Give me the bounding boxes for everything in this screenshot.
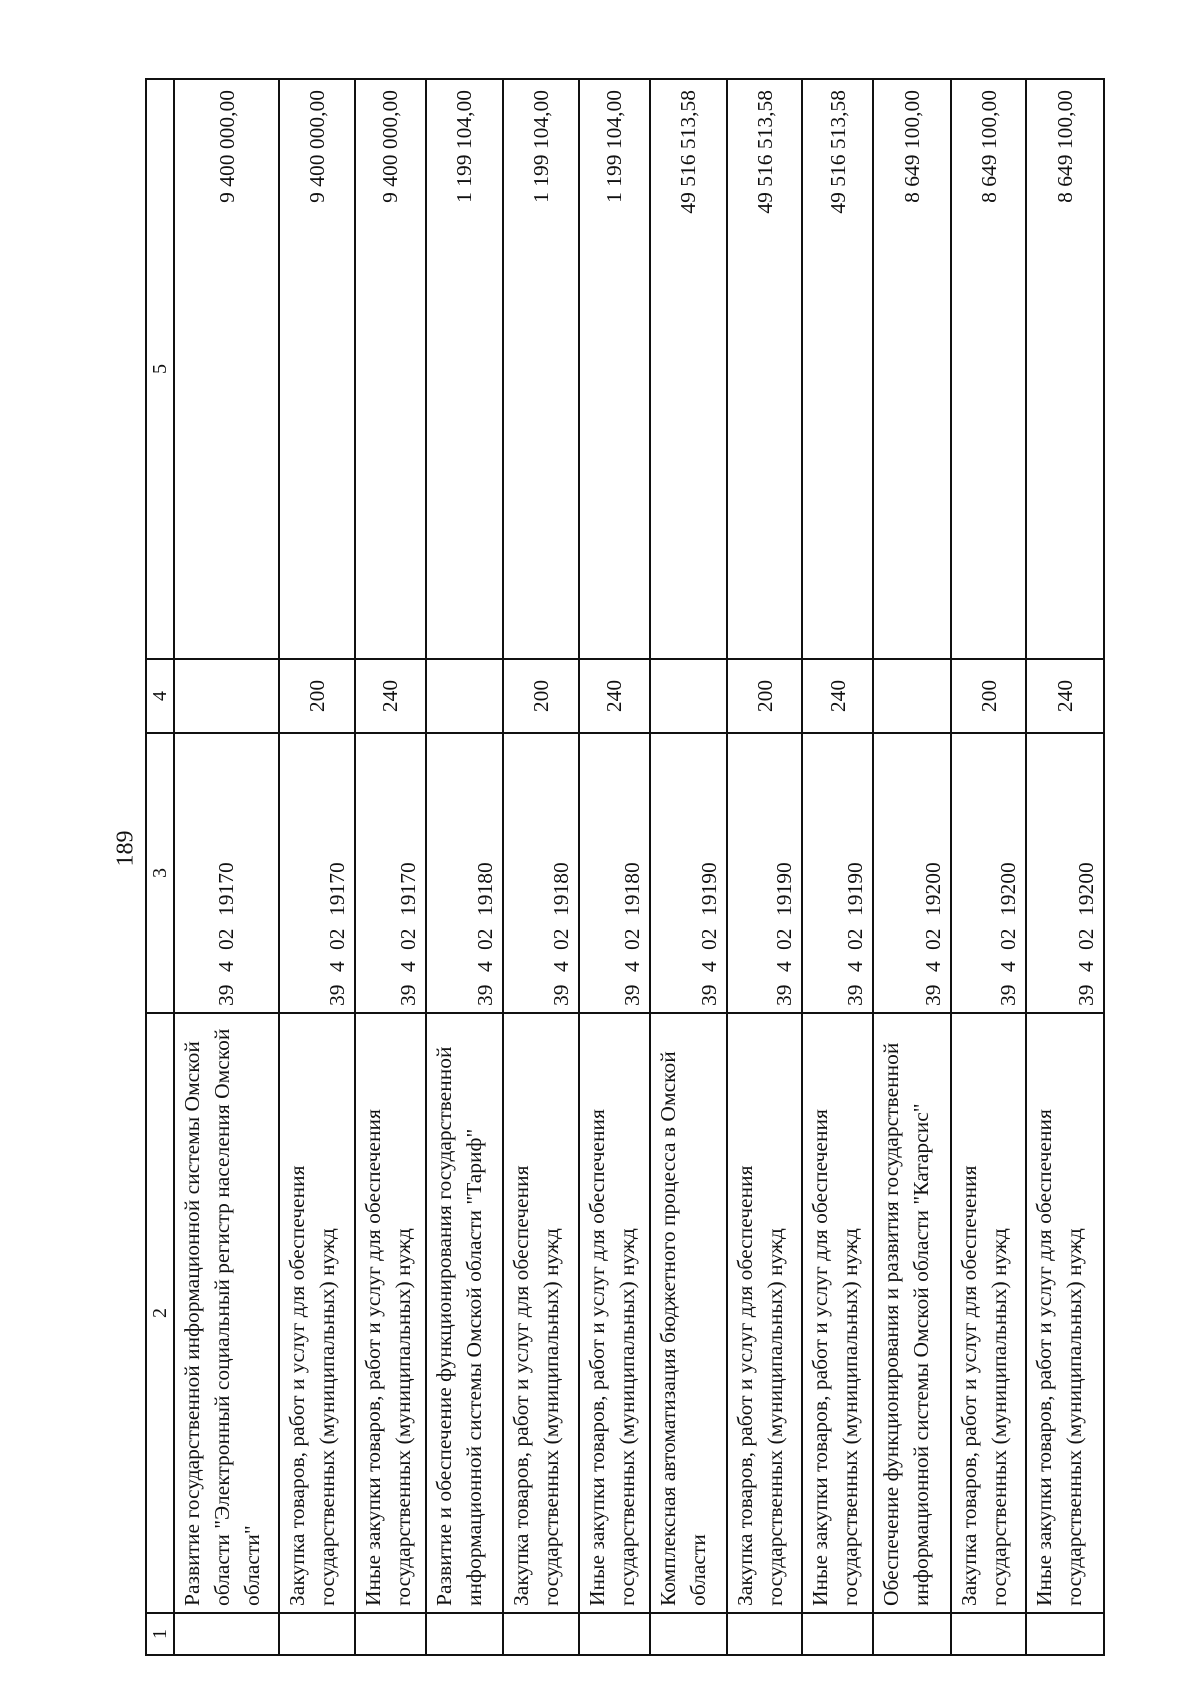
cell-col-1 bbox=[650, 1613, 728, 1655]
header-row bbox=[146, 79, 174, 1655]
code-part-1: 39 bbox=[395, 984, 420, 1006]
cell-description: Обеспечение функционирования и развития государственной информационной системы Омской области "Катарсис" bbox=[873, 1013, 951, 1613]
cell-expense-type: 200 bbox=[951, 659, 1026, 733]
cell-description: Иные закупки товаров, работ и услуг для обеспечения государственных (муниципальных) нужд bbox=[579, 1013, 650, 1613]
cell-code bbox=[802, 733, 873, 1013]
header-col-1: 1 bbox=[146, 1613, 174, 1655]
cell-amount: 49 516 513,58 bbox=[727, 79, 802, 659]
code-part-1: 39 bbox=[324, 984, 349, 1006]
cell-description: Закупка товаров, работ и услуг для обеспечения государственных (муниципальных) нужд bbox=[279, 1013, 354, 1613]
cell-amount: 8 649 100,00 bbox=[1026, 79, 1104, 659]
code-part-4: 19180 bbox=[619, 862, 644, 916]
code-part-4: 19200 bbox=[996, 862, 1021, 916]
code-part-4: 19190 bbox=[697, 862, 722, 916]
cell-amount: 49 516 513,58 bbox=[650, 79, 728, 659]
code-part-1: 39 bbox=[619, 984, 644, 1006]
cell-expense-type: 200 bbox=[279, 659, 354, 733]
code-part-4: 19180 bbox=[548, 862, 573, 916]
code-part-4: 19170 bbox=[213, 862, 238, 916]
code-part-1: 39 bbox=[697, 984, 722, 1006]
code-part-2: 4 bbox=[697, 961, 722, 972]
code-part-3: 02 bbox=[324, 928, 349, 950]
cell-col-1 bbox=[355, 1613, 426, 1655]
code-part-3: 02 bbox=[996, 928, 1021, 950]
cell-code bbox=[426, 733, 504, 1013]
cell-description: Закупка товаров, работ и услуг для обеспечения государственных (муниципальных) нужд bbox=[951, 1013, 1026, 1613]
code-part-1: 39 bbox=[1074, 984, 1098, 1006]
cell-col-1 bbox=[873, 1613, 951, 1655]
cell-col-1 bbox=[174, 1613, 279, 1655]
cell-col-1 bbox=[579, 1613, 650, 1655]
cell-amount: 1 199 104,00 bbox=[426, 79, 504, 659]
table-row bbox=[279, 79, 354, 1655]
table-row bbox=[873, 79, 951, 1655]
cell-description: Иные закупки товаров, работ и услуг для обеспечения государственных (муниципальных) нужд bbox=[802, 1013, 873, 1613]
table-row bbox=[579, 79, 650, 1655]
code-part-3: 02 bbox=[772, 928, 797, 950]
code-part-2: 4 bbox=[1074, 961, 1098, 972]
code-part-4: 19190 bbox=[843, 862, 868, 916]
page-number: 189 bbox=[112, 830, 139, 867]
cell-col-1 bbox=[951, 1613, 1026, 1655]
code-part-2: 4 bbox=[619, 961, 644, 972]
cell-description: Развитие государственной информационной системы Омской области "Электронный социальный регистр населения Омской области" bbox=[174, 1013, 279, 1613]
budget-table bbox=[145, 78, 1105, 1656]
code-part-1: 39 bbox=[213, 984, 238, 1006]
cell-expense-type bbox=[174, 659, 279, 733]
cell-code bbox=[951, 733, 1026, 1013]
table-rotation-frame bbox=[145, 80, 1105, 1656]
cell-expense-type bbox=[650, 659, 728, 733]
code-part-4: 19170 bbox=[324, 862, 349, 916]
code-part-1: 39 bbox=[473, 984, 498, 1006]
code-part-2: 4 bbox=[772, 961, 797, 972]
code-part-3: 02 bbox=[697, 928, 722, 950]
cell-description: Иные закупки товаров, работ и услуг для обеспечения государственных (муниципальных) нужд bbox=[355, 1013, 426, 1613]
cell-expense-type bbox=[426, 659, 504, 733]
table-row bbox=[727, 79, 802, 1655]
cell-description: Комплексная автоматизация бюджетного процесса в Омской области bbox=[650, 1013, 728, 1613]
code-part-4: 19170 bbox=[395, 862, 420, 916]
cell-amount: 9 400 000,00 bbox=[355, 79, 426, 659]
code-part-2: 4 bbox=[843, 961, 868, 972]
cell-expense-type: 200 bbox=[503, 659, 578, 733]
cell-code bbox=[279, 733, 354, 1013]
table-row bbox=[426, 79, 504, 1655]
cell-expense-type: 240 bbox=[355, 659, 426, 733]
cell-description: Развитие и обеспечение функционирования государственной информационной системы Омской области "Тариф" bbox=[426, 1013, 504, 1613]
header-col-4: 4 bbox=[146, 659, 174, 733]
table-row bbox=[503, 79, 578, 1655]
cell-description: Закупка товаров, работ и услуг для обеспечения государственных (муниципальных) нужд bbox=[727, 1013, 802, 1613]
cell-code bbox=[727, 733, 802, 1013]
code-part-4: 19200 bbox=[920, 862, 945, 916]
code-part-1: 39 bbox=[772, 984, 797, 1006]
table-container bbox=[145, 80, 1105, 1656]
cell-amount: 8 649 100,00 bbox=[873, 79, 951, 659]
code-part-1: 39 bbox=[548, 984, 573, 1006]
table-row bbox=[355, 79, 426, 1655]
cell-code bbox=[1026, 733, 1104, 1013]
cell-code bbox=[579, 733, 650, 1013]
cell-code bbox=[650, 733, 728, 1013]
table-row bbox=[1026, 79, 1104, 1655]
cell-amount: 49 516 513,58 bbox=[802, 79, 873, 659]
cell-amount: 9 400 000,00 bbox=[279, 79, 354, 659]
table-row bbox=[650, 79, 728, 1655]
code-part-3: 02 bbox=[213, 928, 238, 950]
cell-col-1 bbox=[279, 1613, 354, 1655]
cell-expense-type: 200 bbox=[727, 659, 802, 733]
cell-code bbox=[355, 733, 426, 1013]
code-part-3: 02 bbox=[1074, 928, 1098, 950]
code-part-2: 4 bbox=[473, 961, 498, 972]
cell-expense-type: 240 bbox=[579, 659, 650, 733]
table-row bbox=[802, 79, 873, 1655]
code-part-3: 02 bbox=[395, 928, 420, 950]
code-part-3: 02 bbox=[920, 928, 945, 950]
header-col-3: 3 bbox=[146, 733, 174, 1013]
code-part-4: 19200 bbox=[1074, 862, 1098, 916]
code-part-3: 02 bbox=[548, 928, 573, 950]
header-col-5: 5 bbox=[146, 79, 174, 659]
code-part-2: 4 bbox=[996, 961, 1021, 972]
code-part-1: 39 bbox=[920, 984, 945, 1006]
cell-code bbox=[174, 733, 279, 1013]
header-col-2: 2 bbox=[146, 1013, 174, 1613]
cell-code bbox=[873, 733, 951, 1013]
code-part-4: 19190 bbox=[772, 862, 797, 916]
cell-description: Иные закупки товаров, работ и услуг для обеспечения государственных (муниципальных) нужд bbox=[1026, 1013, 1104, 1613]
cell-col-1 bbox=[727, 1613, 802, 1655]
cell-amount: 8 649 100,00 bbox=[951, 79, 1026, 659]
cell-amount: 1 199 104,00 bbox=[579, 79, 650, 659]
code-part-2: 4 bbox=[920, 961, 945, 972]
cell-col-1 bbox=[503, 1613, 578, 1655]
cell-amount: 1 199 104,00 bbox=[503, 79, 578, 659]
cell-code bbox=[503, 733, 578, 1013]
code-part-2: 4 bbox=[324, 961, 349, 972]
code-part-1: 39 bbox=[843, 984, 868, 1006]
cell-col-1 bbox=[802, 1613, 873, 1655]
cell-description: Закупка товаров, работ и услуг для обеспечения государственных (муниципальных) нужд bbox=[503, 1013, 578, 1613]
cell-amount: 9 400 000,00 bbox=[174, 79, 279, 659]
cell-expense-type bbox=[873, 659, 951, 733]
cell-col-1 bbox=[426, 1613, 504, 1655]
code-part-3: 02 bbox=[473, 928, 498, 950]
code-part-3: 02 bbox=[619, 928, 644, 950]
code-part-4: 19180 bbox=[473, 862, 498, 916]
table-row bbox=[174, 79, 279, 1655]
code-part-2: 4 bbox=[548, 961, 573, 972]
cell-expense-type: 240 bbox=[802, 659, 873, 733]
table-row bbox=[951, 79, 1026, 1655]
code-part-1: 39 bbox=[996, 984, 1021, 1006]
code-part-2: 4 bbox=[395, 961, 420, 972]
cell-col-1 bbox=[1026, 1613, 1104, 1655]
cell-expense-type: 240 bbox=[1026, 659, 1104, 733]
code-part-3: 02 bbox=[843, 928, 868, 950]
code-part-2: 4 bbox=[213, 961, 238, 972]
